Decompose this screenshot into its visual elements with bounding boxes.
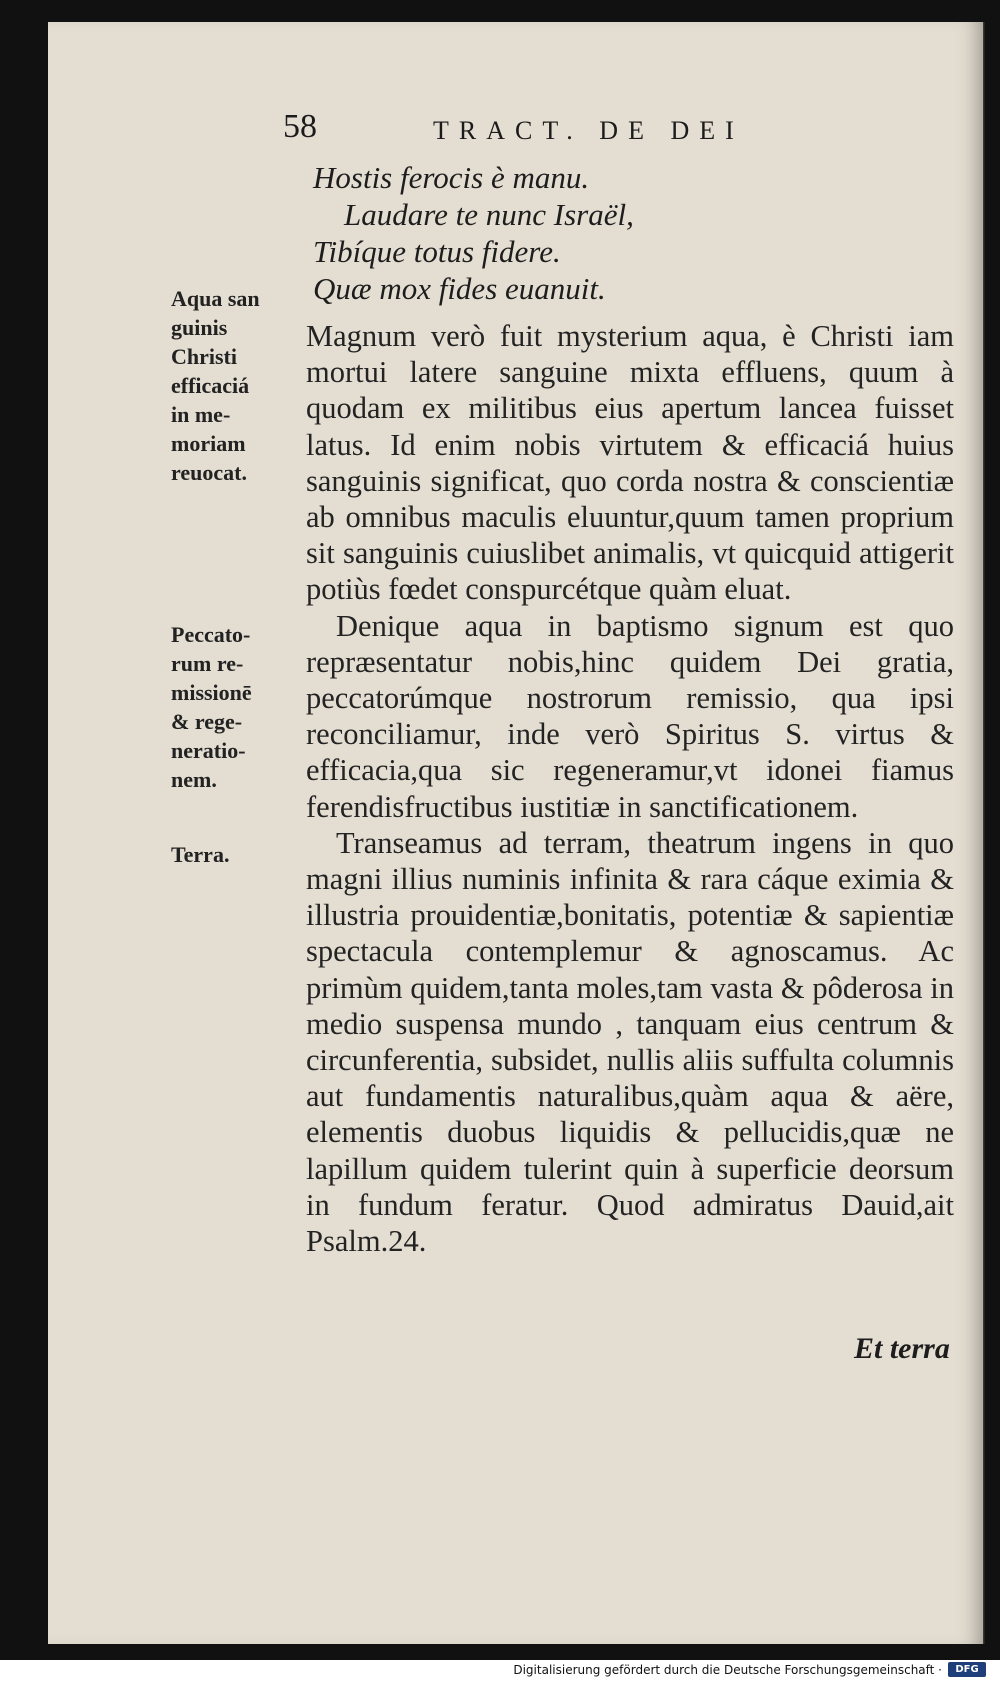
marginal-note-line: in me- — [171, 402, 231, 427]
marginal-note-line: rum re- — [171, 651, 244, 676]
page-number: 58 — [283, 108, 317, 145]
verse-line: Tibíque totus fidere. — [313, 234, 561, 269]
verse-line: Quæ mox fides euanuit. — [313, 271, 606, 306]
marginal-note — [171, 620, 291, 794]
marginal-note — [171, 284, 291, 487]
marginal-note-line: Peccato- — [171, 622, 251, 647]
digitization-credit: Digitalisierung gefördert durch die Deutsche Forschungsgemeinschaft · — [513, 1663, 942, 1677]
verse-line: Laudare te nunc Israël, — [344, 197, 634, 232]
book-page — [48, 22, 983, 1644]
marginal-note-line: Terra. — [171, 842, 230, 867]
running-head: TRACT. DE DEI — [433, 116, 744, 145]
marginal-note-line: missionē — [171, 680, 252, 705]
dfg-logo: DFG — [948, 1662, 986, 1677]
verse-line: Hostis ferocis è manu. — [313, 160, 590, 195]
marginal-note-line: & rege- — [171, 709, 243, 734]
catchword: Et terra — [854, 1332, 950, 1365]
marginal-note-line: neratio- — [171, 738, 246, 763]
marginal-note — [171, 840, 291, 869]
paragraph: Denique aqua in baptismo signum est quo repræsentatur nobis,hinc quidem Dei gratia, peccatorúmque nostrorum remissio, qua ipsi reconciliamur, inde verò Spiritus S. virtus & efficacia,qua sic regeneramur,vt idonei fiamus ferendisfructibus iustitiæ in sanctificationem. — [306, 608, 954, 824]
marginal-note-line: reuocat. — [171, 460, 247, 485]
main-text — [306, 318, 954, 1259]
paragraph: Transeamus ad terram, theatrum ingens in quo magni illius numinis infinita & rara cáque eximia & illustria prouidentiæ,bonitatis, potentiæ & sapientiæ spectacula contemplemur & agnoscamus. Ac primùm quidem,tanta moles,tam vasta & pôderosa in medio suspensa mundo , tanquam eius centrum & circunferentia, subsidet, nullis aliis suffulta columnis aut fundamentis naturalibus,quàm aqua & aëre, elementis duobus liquidis & pellucidis,quæ ne lapillum quidem tulerint quin à superficie deorsum in fundum feratur. Quod admiratus Dauid,ait Psalm.24. — [306, 825, 954, 1259]
marginal-note-line: Christi — [171, 344, 237, 369]
marginal-note-line: Aqua san — [171, 286, 260, 311]
page-header — [48, 108, 983, 148]
marginal-note-line: moriam — [171, 431, 246, 456]
marginal-note-line: efficaciá — [171, 373, 250, 398]
marginal-note-line: guinis — [171, 315, 228, 340]
paragraph: Magnum verò fuit mysterium aqua, è Christi iam mortui latere sanguine mixta effluens, quum à quodam ex militibus eius apertum lancea fuisset latus. Id enim nobis virtutem & efficaciá huius sanguinis significat, quo corda nostra & conscientiæ ab omnibus maculis eluuntur,quum tamen proprium sit sanguinis cuiuslibet animalis, vt quicquid attigerit potiùs fœdet conspurcétque quàm eluat. — [306, 319, 954, 607]
marginal-note-line: nem. — [171, 767, 217, 792]
